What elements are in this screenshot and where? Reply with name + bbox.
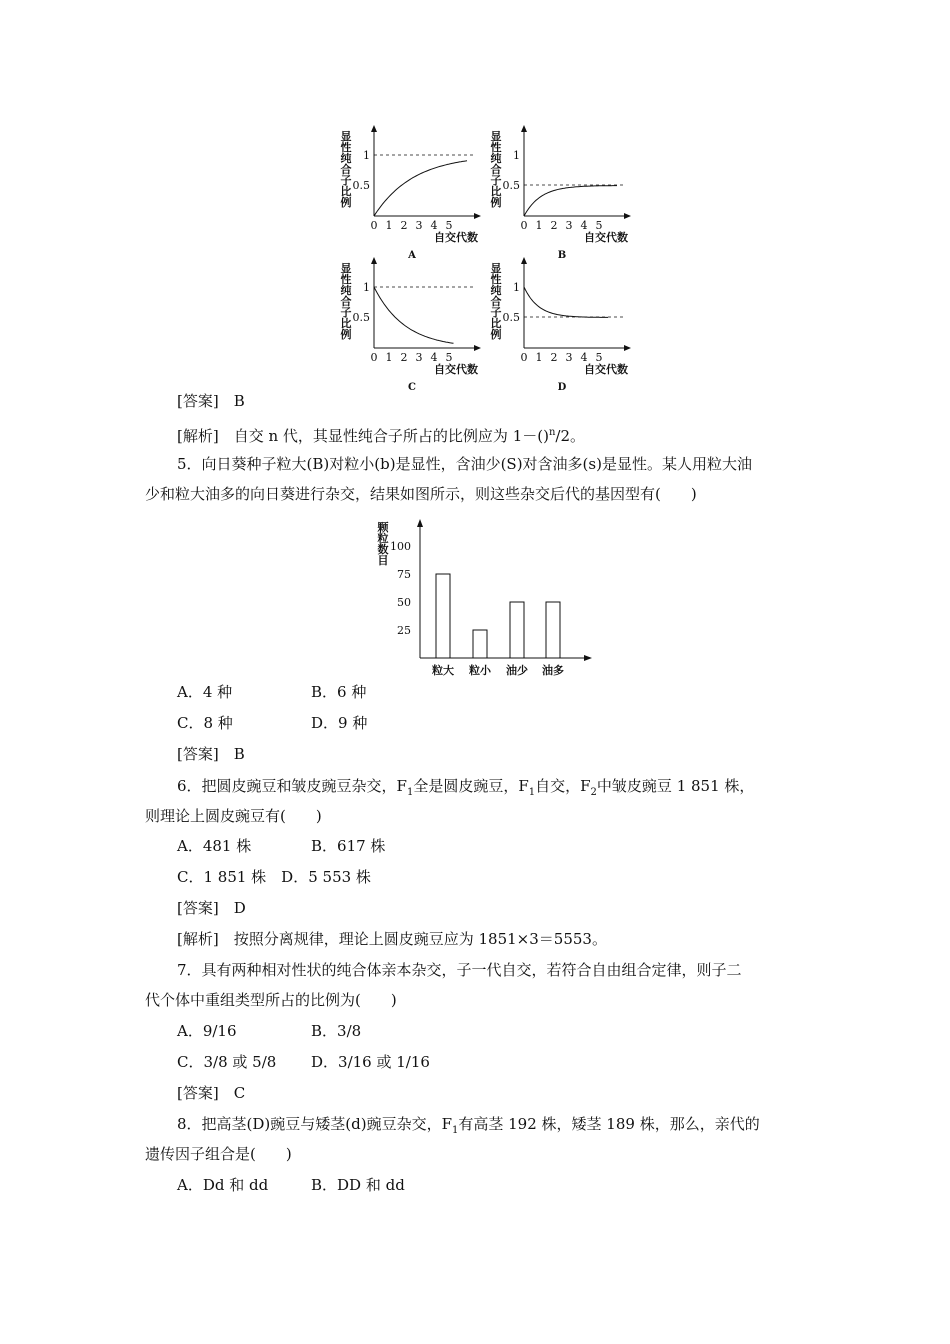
q8-stem-line2: 遗传因子组合是( ) [145,1145,292,1163]
x-tick-label: 0 [370,351,378,364]
q8-stem-line1 [177,1114,760,1141]
category-label: 油少 [506,664,528,677]
ylabel-char: 显 [340,262,352,275]
analysis-sup: n [548,427,556,438]
y-tick-label: 100 [390,540,411,553]
ylabel-char: 子 [340,306,352,319]
q6-option-a: A．481 株 [177,837,252,855]
x-tick-label: 5 [595,219,603,232]
ylabel-char: 显 [340,130,352,143]
bar [473,630,487,658]
ylabel-char: 目 [377,554,389,567]
y-tick-label: 1 [513,281,520,294]
q8-option-b: B．DD 和 dd [311,1176,405,1194]
x-tick-label: 2 [400,351,408,364]
ylabel-char: 性 [340,141,352,154]
q7-option-d: D．3/16 或 1/16 [311,1053,430,1071]
q8-text-a: 8．把高茎(D)豌豆与矮茎(d)豌豆杂交，F [177,1115,452,1133]
y-tick-label: 1 [513,149,520,162]
category-label: 粒大 [432,664,454,677]
answer-tag: [答案] [177,1084,219,1102]
q8-sub1: 1 [452,1125,459,1136]
y-tick-label: 0.5 [352,179,370,192]
q5-stem-line2: 少和粒大油多的向日葵进行杂交，结果如图所示，则这些杂交后代的基因型有( ) [145,485,697,503]
y-tick-label: 1 [363,149,370,162]
q6-text-d: 中皱皮豌豆 1 851 株， [596,777,755,795]
y-tick-label: 0.5 [502,311,520,324]
ylabel-char: 例 [340,328,352,341]
x-axis-label: 自交代数 [584,363,628,376]
ylabel-char: 粒 [377,532,389,545]
answer-value: C [233,1084,246,1102]
q6-text-a: 6．把圆皮豌豆和皱皮豌豆杂交，F [177,777,407,795]
y-axis-arrow [417,519,423,527]
ylabel-char: 性 [490,141,502,154]
x-axis-label: 自交代数 [434,363,478,376]
x-tick-label: 2 [550,219,558,232]
answer-tag: [答案] [177,745,219,763]
analysis-text: 按照分离规律，理论上圆皮豌豆应为 1851×3＝5553。 [233,930,607,948]
x-tick-label: 1 [535,351,543,364]
q6-stem-line2: 则理论上圆皮豌豆有( ) [145,807,322,825]
category-label: 粒小 [469,664,491,677]
q8-text-b: 有高茎 192 株，矮茎 189 株，那么，亲代的 [458,1115,760,1133]
q6-text-c: 自交，F [535,777,591,795]
x-tick-label: 0 [520,219,528,232]
q7-option-c: C．3/8 或 5/8 [177,1053,277,1071]
answer-tag: [答案] [177,899,219,917]
ylabel-char: 纯 [490,284,502,297]
bar [510,602,524,658]
bar [546,602,560,658]
ylabel-char: 显 [490,130,502,143]
x-tick-label: 4 [580,351,588,364]
q6-sub1: 1 [406,787,414,798]
x-tick-label: 2 [550,351,558,364]
answer-tag: [答案] [177,392,219,410]
y-tick-label: 75 [397,568,411,581]
x-tick-label: 0 [370,219,378,232]
ylabel-char: 比 [490,185,502,198]
ylabel-char: 颗 [377,521,389,534]
ylabel-char: 合 [490,163,502,176]
x-tick-label: 2 [400,219,408,232]
x-axis-arrow [584,655,592,661]
x-tick-label: 4 [430,351,438,364]
x-tick-label: 3 [565,351,573,364]
ylabel-char: 子 [490,174,502,187]
analysis-tag: [解析] [177,427,219,445]
ylabel-char: 例 [490,328,502,341]
x-tick-label: 3 [415,219,423,232]
q5-option-c: C．8 种 [177,714,233,732]
x-tick-label: 5 [445,351,453,364]
x-tick-label: 5 [595,351,603,364]
q6-stem-line1 [177,776,754,803]
category-label: 油多 [542,664,564,677]
answer-value: B [233,745,245,763]
q7-answer [177,1083,245,1103]
x-tick-label: 1 [385,351,393,364]
answer-value: D [233,899,246,917]
ylabel-char: 显 [490,262,502,275]
q6-text-b: 全是圆皮豌豆，F [413,777,529,795]
panel-caption: C [408,382,416,393]
ylabel-char: 子 [340,174,352,187]
y-tick-label: 50 [397,596,411,609]
ylabel-char: 纯 [340,284,352,297]
q7-option-b: B．3/8 [311,1022,362,1040]
ylabel-char: 合 [340,163,352,176]
q6-option-cd: C．1 851 株 D．5 553 株 [177,868,371,886]
x-tick-label: 1 [385,219,393,232]
ylabel-char: 比 [340,317,352,330]
q5-answer [177,744,245,764]
bar [436,574,450,658]
analysis-end: /2。 [555,427,586,445]
ylabel-char: 例 [340,196,352,209]
q6-sub3: 2 [590,787,597,798]
ylabel-char: 合 [340,295,352,308]
ylabel-char: 比 [340,185,352,198]
q7-stem-line2: 代个体中重组类型所占的比例为( ) [145,991,397,1009]
ylabel-char: 性 [340,273,352,286]
q5-option-d: D．9 种 [311,714,368,732]
x-axis-label: 自交代数 [434,231,478,244]
q6-answer [177,898,246,918]
x-tick-label: 3 [565,219,573,232]
ylabel-char: 比 [490,317,502,330]
y-tick-label: 0.5 [502,179,520,192]
ylabel-char: 例 [490,196,502,209]
y-tick-label: 0.5 [352,311,370,324]
ylabel-char: 性 [490,273,502,286]
y-tick-label: 1 [363,281,370,294]
q5-stem-line1: 5．向日葵种子粒大(B)对粒小(b)是显性，含油少(S)对含油多(s)是显性。某人用粒大油 [177,455,752,473]
q6-option-b: B．617 株 [311,837,386,855]
ylabel-char: 纯 [490,152,502,165]
q5-option-a: A．4 种 [177,683,233,701]
x-tick-label: 0 [520,351,528,364]
q7-option-a: A．9/16 [177,1022,237,1040]
answer-value: B [233,392,245,410]
q5-option-b: B．6 种 [311,683,367,701]
x-tick-label: 5 [445,219,453,232]
y-tick-label: 25 [397,624,411,637]
analysis-tag: [解析] [177,930,219,948]
q8-option-a: A．Dd 和 dd [177,1176,269,1194]
x-tick-label: 3 [415,351,423,364]
ylabel-char: 合 [490,295,502,308]
q6-sub2: 1 [528,787,536,798]
panel-caption: A [408,250,416,261]
x-tick-label: 1 [535,219,543,232]
ylabel-char: 子 [490,306,502,319]
x-tick-label: 4 [430,219,438,232]
x-axis-label: 自交代数 [584,231,628,244]
ylabel-char: 纯 [340,152,352,165]
x-tick-label: 4 [580,219,588,232]
q7-stem-line1: 7．具有两种相对性状的纯合体亲本杂交，子一代自交，若符合自由组合定律，则子二 [177,961,742,979]
panel-caption: D [557,382,567,393]
analysis-text: 自交 n 代，其显性纯合子所占的比例应为 1－() [233,427,549,445]
panel-caption: B [557,250,567,261]
ylabel-char: 数 [377,543,389,556]
q6-analysis [177,929,607,949]
